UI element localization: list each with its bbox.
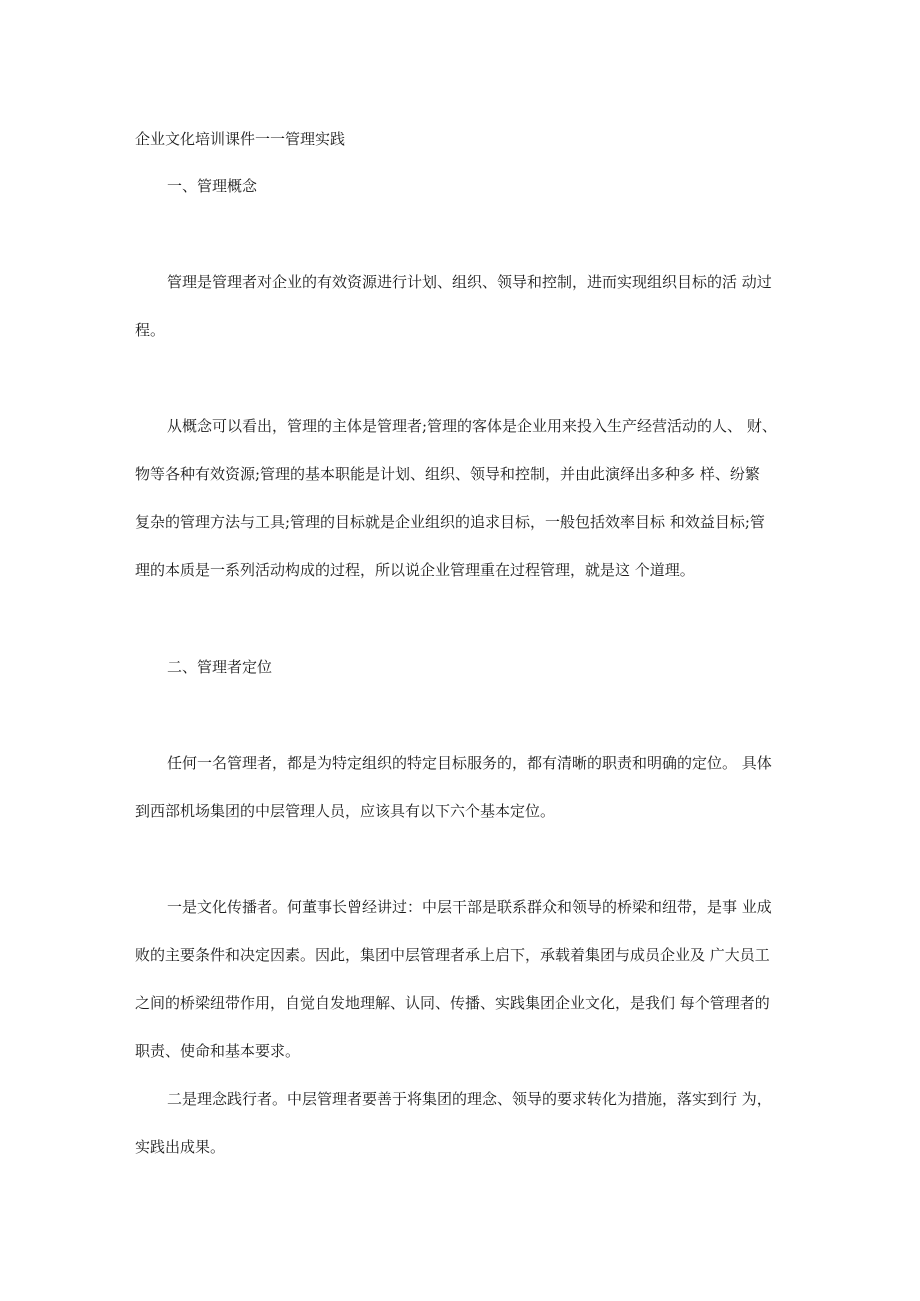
section-heading: 二、管理者定位 xyxy=(167,658,273,676)
paragraph-line: 败的主要条件和决定因素。因此，集团中层管理者承上启下，承载着集团与成员企业及 广大员工 xyxy=(135,946,770,964)
paragraph-line: 管理是管理者对企业的有效资源进行计划、组织、领导和控制，进而实现组织目标的活 动过 xyxy=(167,273,772,291)
paragraph-line: 二是理念践行者。中层管理者要善于将集团的理念、领导的要求转化为措施，落实到行 为， xyxy=(167,1090,772,1108)
paragraph-line: 到西部机场集团的中层管理人员，应该具有以下六个基本定位。 xyxy=(135,802,556,820)
paragraph-line: 之间的桥梁纽带作用，自觉自发地理解、认同、传播、实践集团企业文化，是我们 每个管理者的 xyxy=(135,994,770,1012)
paragraph-line: 实践出成果。 xyxy=(135,1138,226,1156)
paragraph-line: 任何一名管理者，都是为特定组织的特定目标服务的，都有清晰的职责和明确的定位。 具体 xyxy=(167,754,772,772)
paragraph-line: 理的本质是一系列活动构成的过程，所以说企业管理重在过程管理，就是这 个道理。 xyxy=(135,561,695,579)
paragraph-line: 物等各种有效资源;管理的基本职能是计划、组织、领导和控制，并由此演绎出多种多 样、纷繁 xyxy=(135,465,760,483)
document-title: 企业文化培训课件一一管理实践 xyxy=(135,130,346,148)
section-heading: 一、管理概念 xyxy=(167,177,258,195)
paragraph-line: 程。 xyxy=(135,321,166,339)
paragraph-line: 从概念可以看出，管理的主体是管理者;管理的客体是企业用来投入生产经营活动的人、 财、 xyxy=(167,417,777,435)
paragraph-line: 职责、使命和基本要求。 xyxy=(135,1042,301,1060)
paragraph-line: 一是文化传播者。何董事长曾经讲过：中层干部是联系群众和领导的桥梁和纽带，是事 业成 xyxy=(167,898,772,916)
paragraph-line: 复杂的管理方法与工具;管理的目标就是企业组织的追求目标，一般包括效率目标 和效益目标;管 xyxy=(135,513,765,531)
